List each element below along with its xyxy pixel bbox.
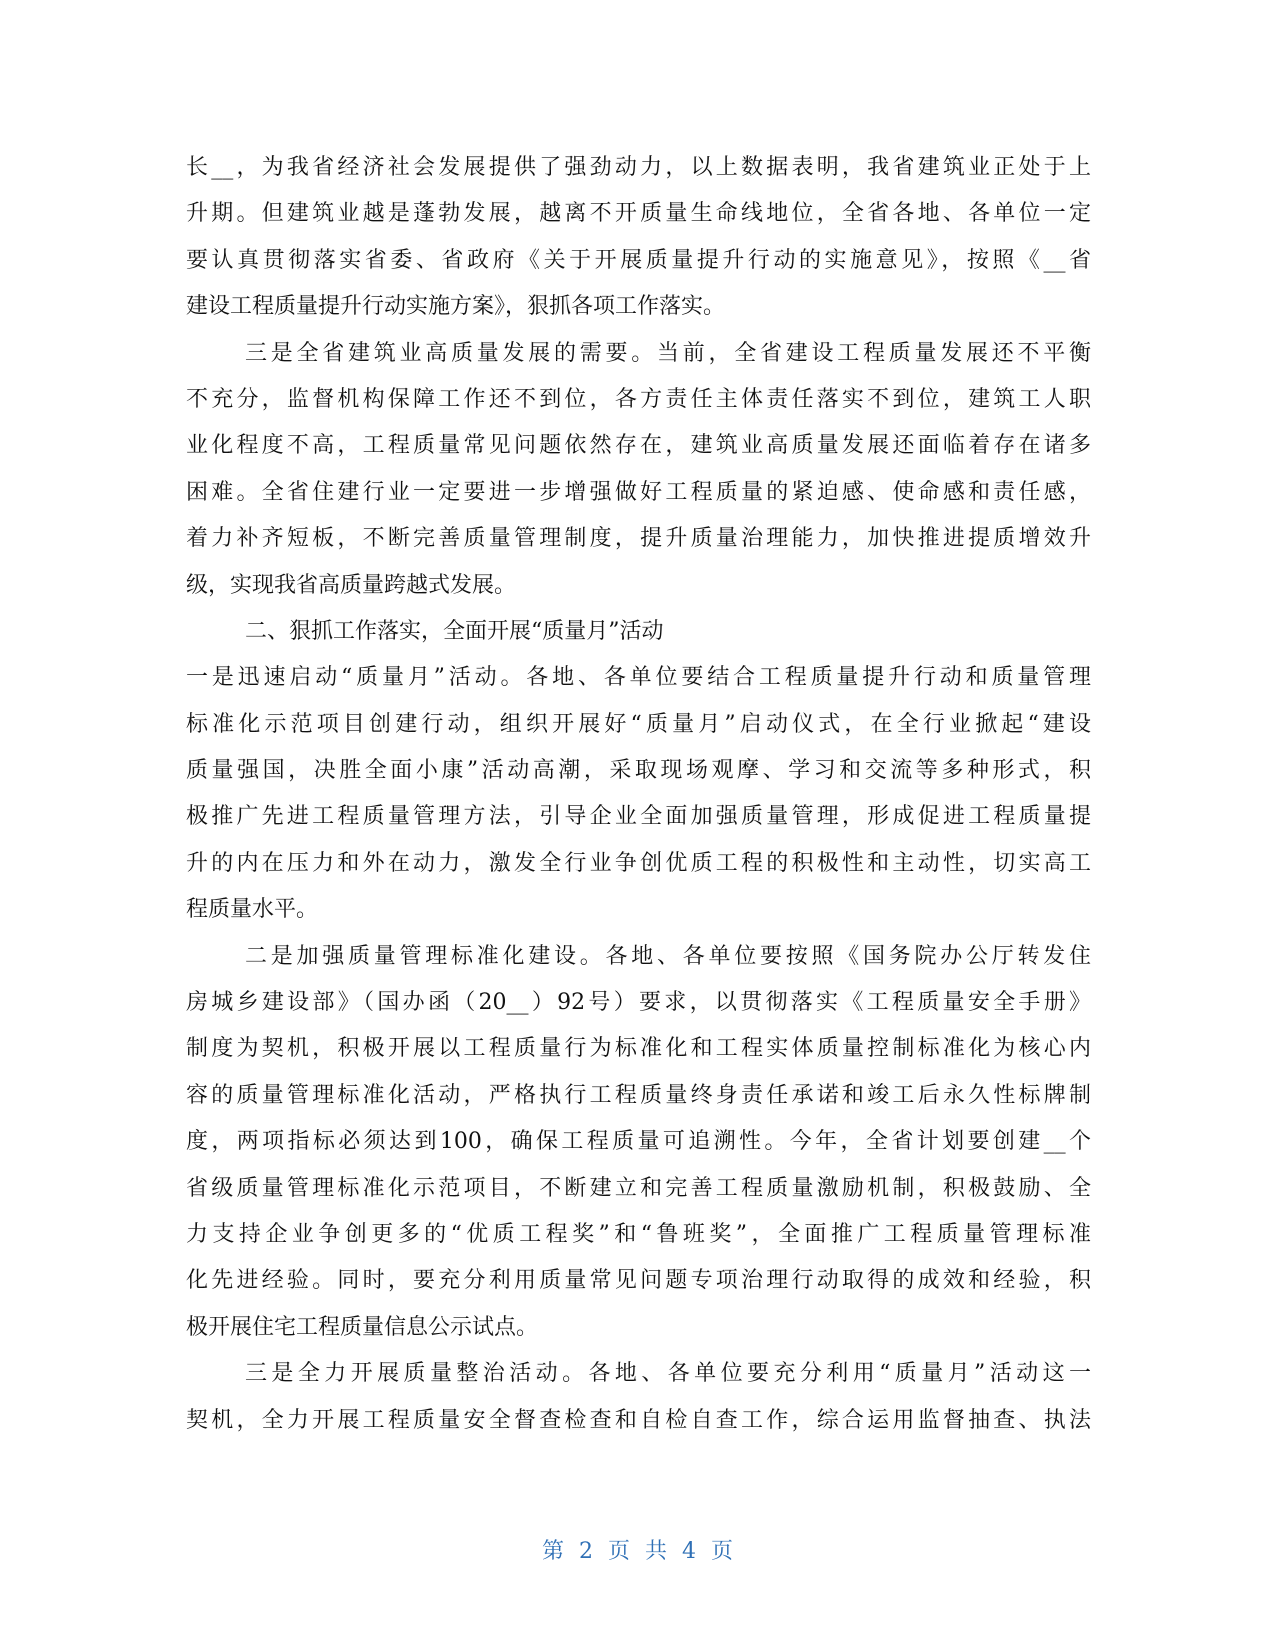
text-line: 三是全力开展质量整治活动。各地、各单位要充分利用“质量月”活动这一: [245, 1361, 1091, 1387]
text-line: 建设工程质量提升行动实施方案》，狠抓各项工作落实。: [186, 294, 726, 320]
text-line: 业化程度不高，工程质量常见问题依然存在，建筑业高质量发展还面临着存在诸多: [186, 433, 1091, 459]
text-line: 一是迅速启动“质量月”活动。各地、各单位要结合工程质量提升行动和质量管理: [186, 665, 1091, 691]
document-body: [186, 145, 1091, 1444]
text-line: 力支持企业争创更多的“优质工程奖”和“鲁班奖”，全面推广工程质量管理标准: [186, 1221, 1091, 1247]
text-line: 极开展住宅工程质量信息公示试点。: [186, 1314, 539, 1340]
text-line: 困难。全省住建行业一定要进一步增强做好工程质量的紧迫感、使命感和责任感，: [186, 479, 1091, 505]
text-line: 升期。但建筑业越是蓬勃发展，越离不开质量生命线地位，全省各地、各单位一定: [186, 201, 1091, 227]
footer-total-prefix: 共: [645, 1539, 668, 1564]
text-line: 质量强国，决胜全面小康”活动高潮，采取现场观摩、学习和交流等多种形式，积: [186, 758, 1091, 784]
text-line: 升的内在压力和外在动力，激发全行业争创优质工程的积极性和主动性，切实高工: [186, 850, 1091, 876]
footer-page-word: 页: [607, 1539, 630, 1564]
text-line: 制度为契机，积极开展以工程质量行为标准化和工程实体质量控制标准化为核心内: [186, 1036, 1091, 1062]
footer-total-pages: 4: [682, 1539, 697, 1564]
text-line: 极推广先进工程质量管理方法，引导企业全面加强质量管理，形成促进工程质量提: [186, 804, 1091, 830]
footer-current-page: 2: [578, 1539, 593, 1564]
text-line: 不充分，监督机构保障工作还不到位，各方责任主体责任落实不到位，建筑工人职: [186, 386, 1091, 412]
text-line: 房城乡建设部》（国办函（20__）92号）要求，以贯彻落实《工程质量安全手册》: [186, 990, 1091, 1016]
footer-prefix: 第: [541, 1539, 564, 1564]
text-line: 三是全省建筑业高质量发展的需要。当前，全省建设工程质量发展还不平衡: [245, 340, 1091, 366]
text-line: 程质量水平。: [186, 897, 319, 923]
text-line: 二是加强质量管理标准化建设。各地、各单位要按照《国务院办公厅转发住: [245, 943, 1091, 969]
text-line: 要认真贯彻落实省委、省政府《关于开展质量提升行动的实施意见》，按照《__省: [186, 247, 1091, 273]
footer-total-suffix: 页: [711, 1539, 734, 1564]
text-line: 长__，为我省经济社会发展提供了强劲动力，以上数据表明，我省建筑业正处于上: [186, 155, 1091, 180]
text-line: 省级质量管理标准化示范项目，不断建立和完善工程质量激励机制，积极鼓励、全: [186, 1175, 1091, 1201]
text-line: 化先进经验。同时，要充分利用质量常见问题专项治理行动取得的成效和经验，积: [186, 1268, 1091, 1294]
page-footer: [0, 1534, 1275, 1565]
text-line: 着力补齐短板，不断完善质量管理制度，提升质量治理能力，加快推进提质增效升: [186, 526, 1091, 552]
text-line: 度，两项指标必须达到100，确保工程质量可追溯性。今年，全省计划要创建__个: [186, 1129, 1091, 1155]
text-line: 标准化示范项目创建行动，组织开展好“质量月”启动仪式，在全行业掀起“建设: [186, 711, 1091, 737]
text-line: 二、狠抓工作落实，全面开展“质量月”活动: [245, 618, 664, 644]
text-line: 契机，全力开展工程质量安全督查检查和自检自查工作，综合运用监督抽查、执法: [186, 1407, 1091, 1433]
text-line: 级，实现我省高质量跨越式发展。: [186, 572, 517, 598]
text-line: 容的质量管理标准化活动，严格执行工程质量终身责任承诺和竣工后永久性标牌制: [186, 1082, 1091, 1108]
